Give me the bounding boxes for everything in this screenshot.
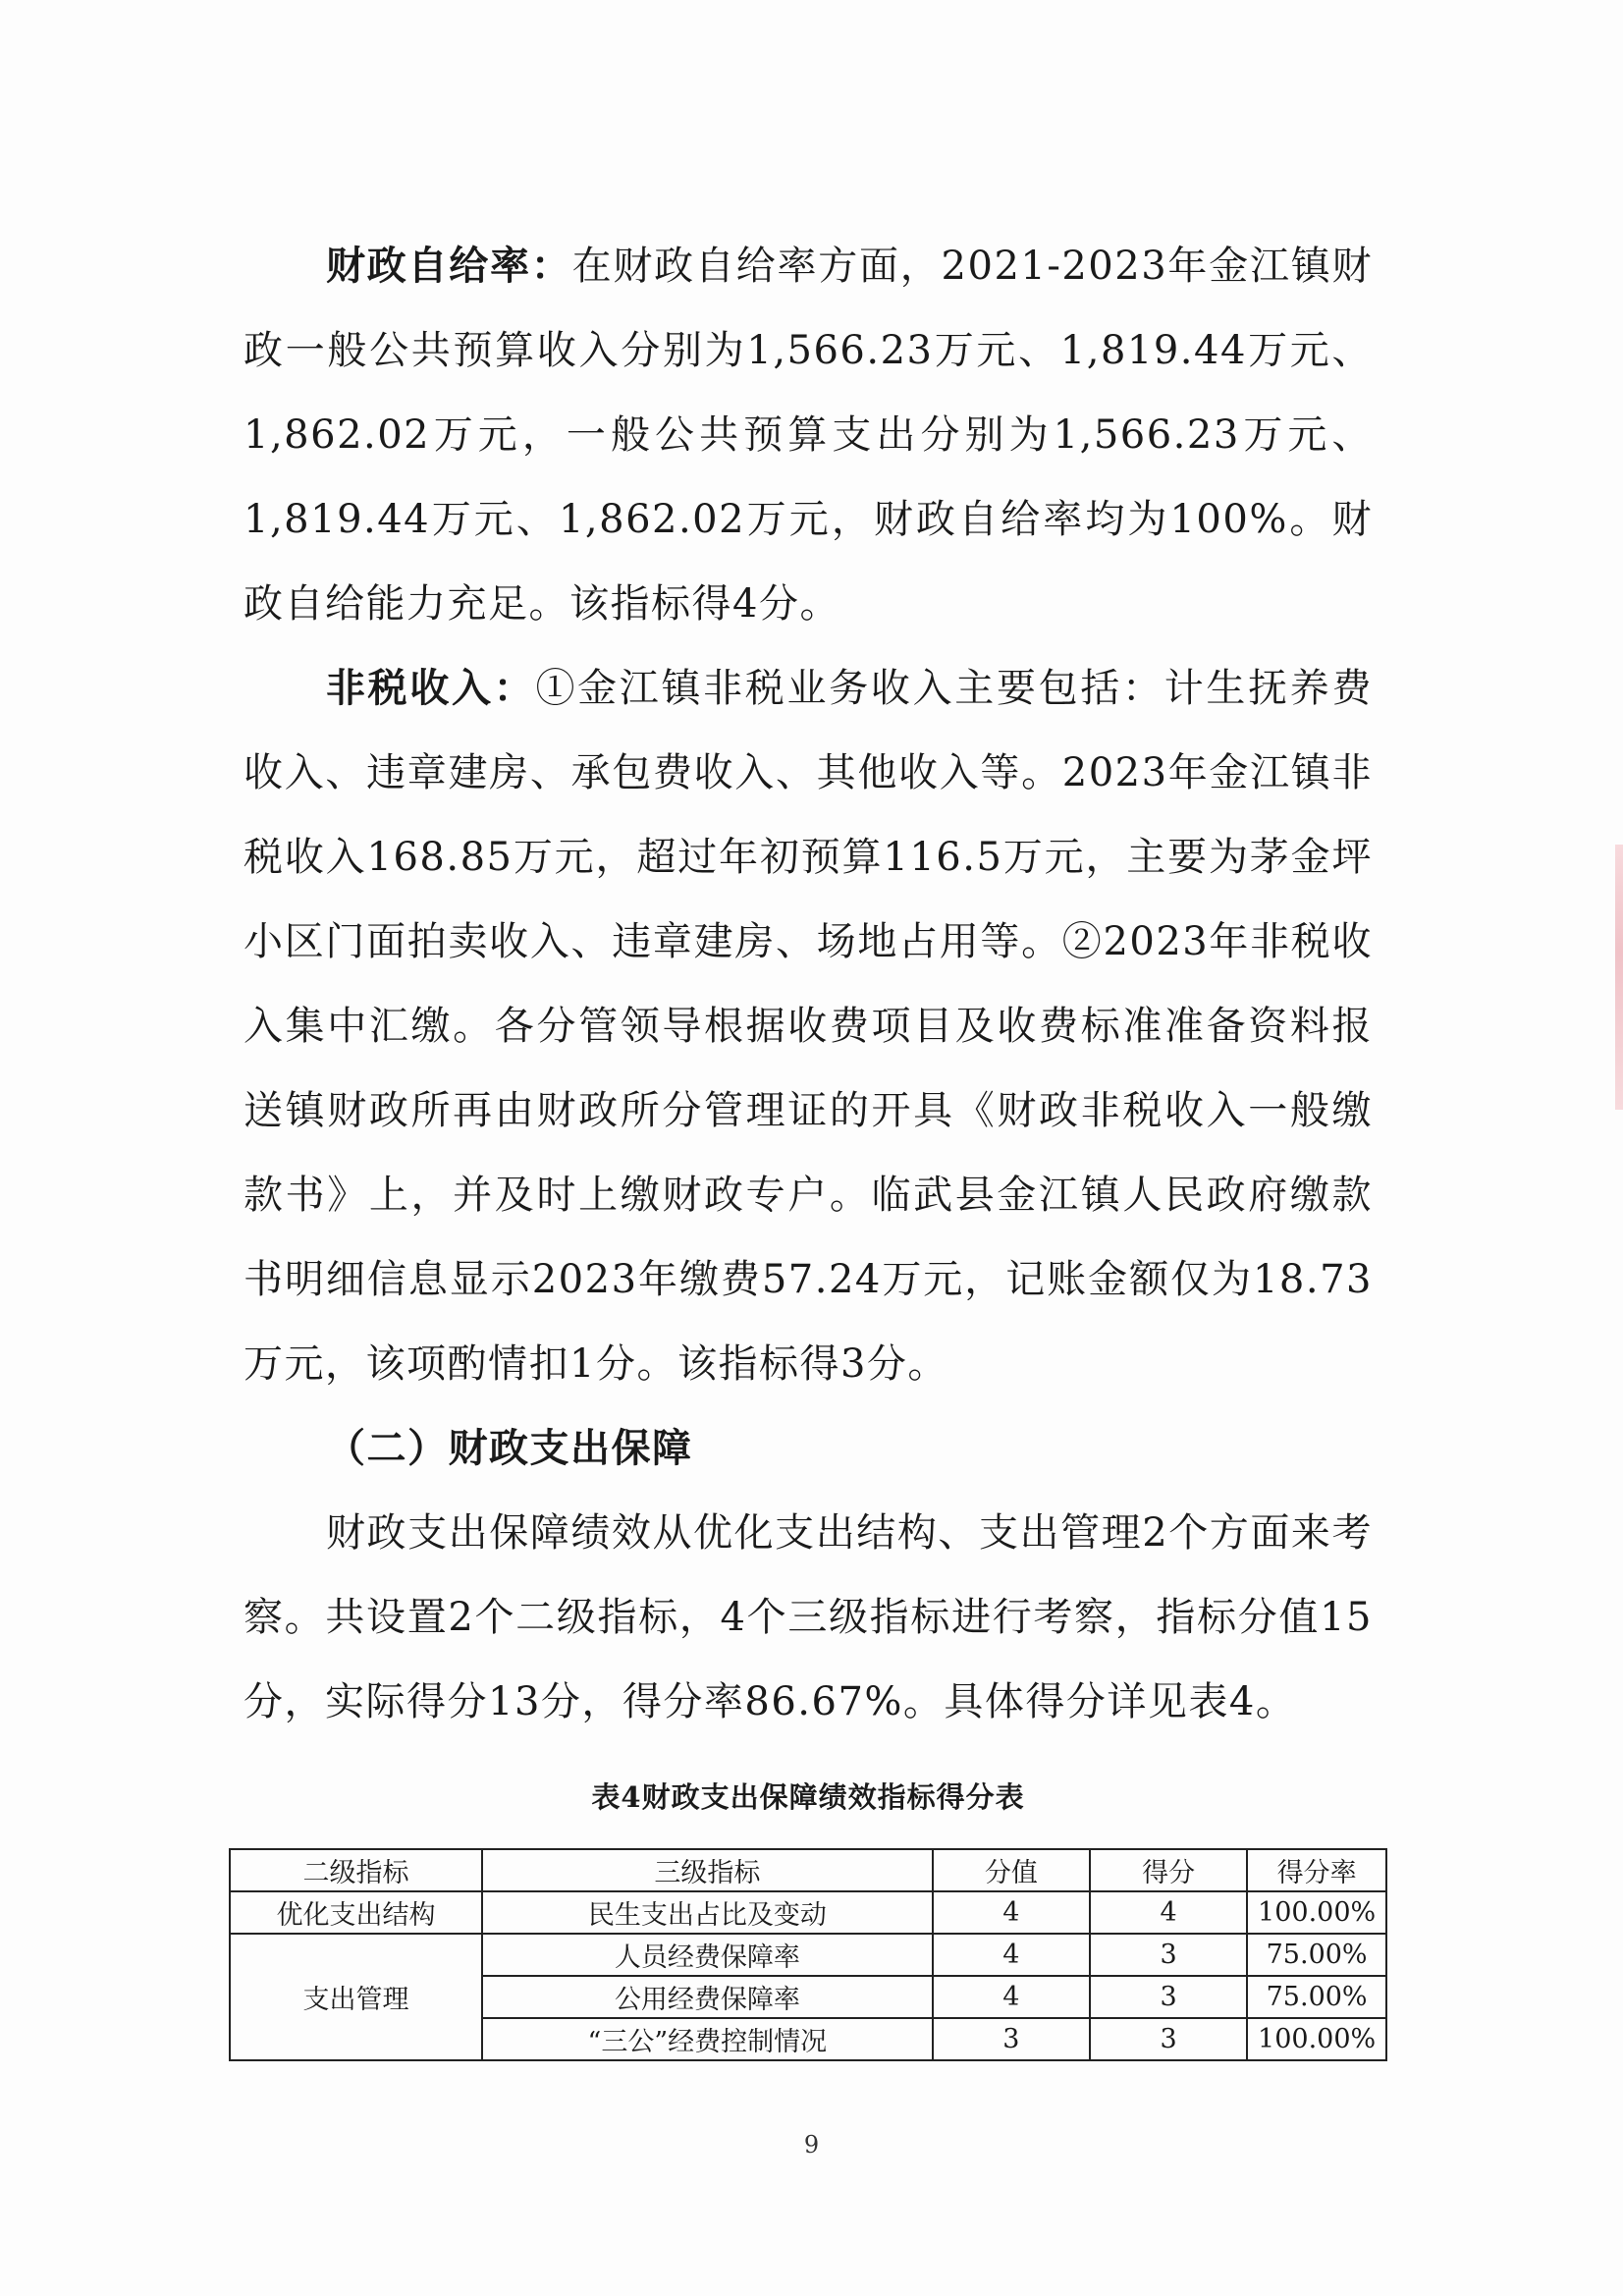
header-level2: 二级指标 bbox=[230, 1849, 482, 1891]
seal-edge-mark bbox=[1615, 845, 1623, 1110]
paragraph-expenditure-guarantee bbox=[243, 1491, 1373, 1744]
cell-score-value: 4 bbox=[933, 1891, 1090, 1934]
cell-rate: 100.00% bbox=[1247, 1891, 1386, 1934]
header-score: 得分 bbox=[1090, 1849, 1247, 1891]
paragraph-non-tax-revenue bbox=[243, 646, 1373, 1406]
header-level3: 三级指标 bbox=[482, 1849, 933, 1891]
cell-level2: 优化支出结构 bbox=[230, 1891, 482, 1934]
paragraph-text: 财政支出保障绩效从优化支出结构、支出管理2个方面来考察。共设置2个二级指标，4个三级指标进行考察，指标分值15分，实际得分13分，得分率86.67%。具体得分详见表4。 bbox=[243, 1510, 1373, 1724]
paragraph-text: 在财政自给率方面，2021-2023年金江镇财政一般公共预算收入分别为1,566.23万元、1,819.44万元、1,862.02万元，一般公共预算支出分别为1,566.23万元、1,819.44万元、1,862.02万元，财政自给率均为100%。财政自给能力充足。该指标得4分。 bbox=[243, 244, 1374, 627]
cell-level3: 人员经费保障率 bbox=[482, 1934, 933, 1976]
paragraph-lead: 非税收入： bbox=[326, 665, 536, 711]
cell-score: 3 bbox=[1090, 2018, 1247, 2060]
cell-score-value: 4 bbox=[933, 1934, 1090, 1976]
cell-score-value: 3 bbox=[933, 2018, 1090, 2060]
cell-score: 3 bbox=[1090, 1976, 1247, 2018]
header-rate: 得分率 bbox=[1247, 1849, 1386, 1891]
page-number: 9 bbox=[803, 2131, 820, 2159]
table-row bbox=[230, 1891, 1386, 1934]
cell-level3: 公用经费保障率 bbox=[482, 1976, 933, 2018]
cell-score: 4 bbox=[1090, 1891, 1247, 1934]
cell-rate: 75.00% bbox=[1247, 1976, 1386, 2018]
cell-level2: 支出管理 bbox=[230, 1934, 482, 2060]
paragraph-fiscal-self-sufficiency bbox=[243, 224, 1373, 646]
score-table bbox=[229, 1848, 1387, 2061]
section-heading: （二）财政支出保障 bbox=[326, 1425, 693, 1471]
cell-level3: “三公”经费控制情况 bbox=[482, 2018, 933, 2060]
header-score-value: 分值 bbox=[933, 1849, 1090, 1891]
body-text bbox=[243, 224, 1373, 1744]
paragraph-lead: 财政自给率： bbox=[326, 243, 572, 289]
cell-level3: 民生支出占比及变动 bbox=[482, 1891, 933, 1934]
cell-rate: 75.00% bbox=[1247, 1934, 1386, 1976]
paragraph-text: ①金江镇非税业务收入主要包括：计生抚养费收入、违章建房、承包费收入、其他收入等。2023年金江镇非税收入168.85万元，超过年初预算116.5万元，主要为茅金坪小区门面拍卖收入、违章建房、场地占用等。②2023年非税收入集中汇缴。各分管领导根据收费项目及收费标准准备资料报送镇财政所再由财政所分管理证的开具《财政非税收入一般缴款书》上，并及时上缴财政专户。临武县金江镇人民政府缴款书明细信息显示2023年缴费57.24万元，记账金额仅为18.73万元，该项酌情扣1分。该指标得3分。 bbox=[243, 666, 1373, 1387]
table-caption: 表4财政支出保障绩效指标得分表 bbox=[591, 1780, 1025, 1814]
table-row bbox=[230, 1934, 1386, 1976]
cell-score: 3 bbox=[1090, 1934, 1247, 1976]
cell-rate: 100.00% bbox=[1247, 2018, 1386, 2060]
cell-score-value: 4 bbox=[933, 1976, 1090, 2018]
table-header-row bbox=[230, 1849, 1386, 1891]
